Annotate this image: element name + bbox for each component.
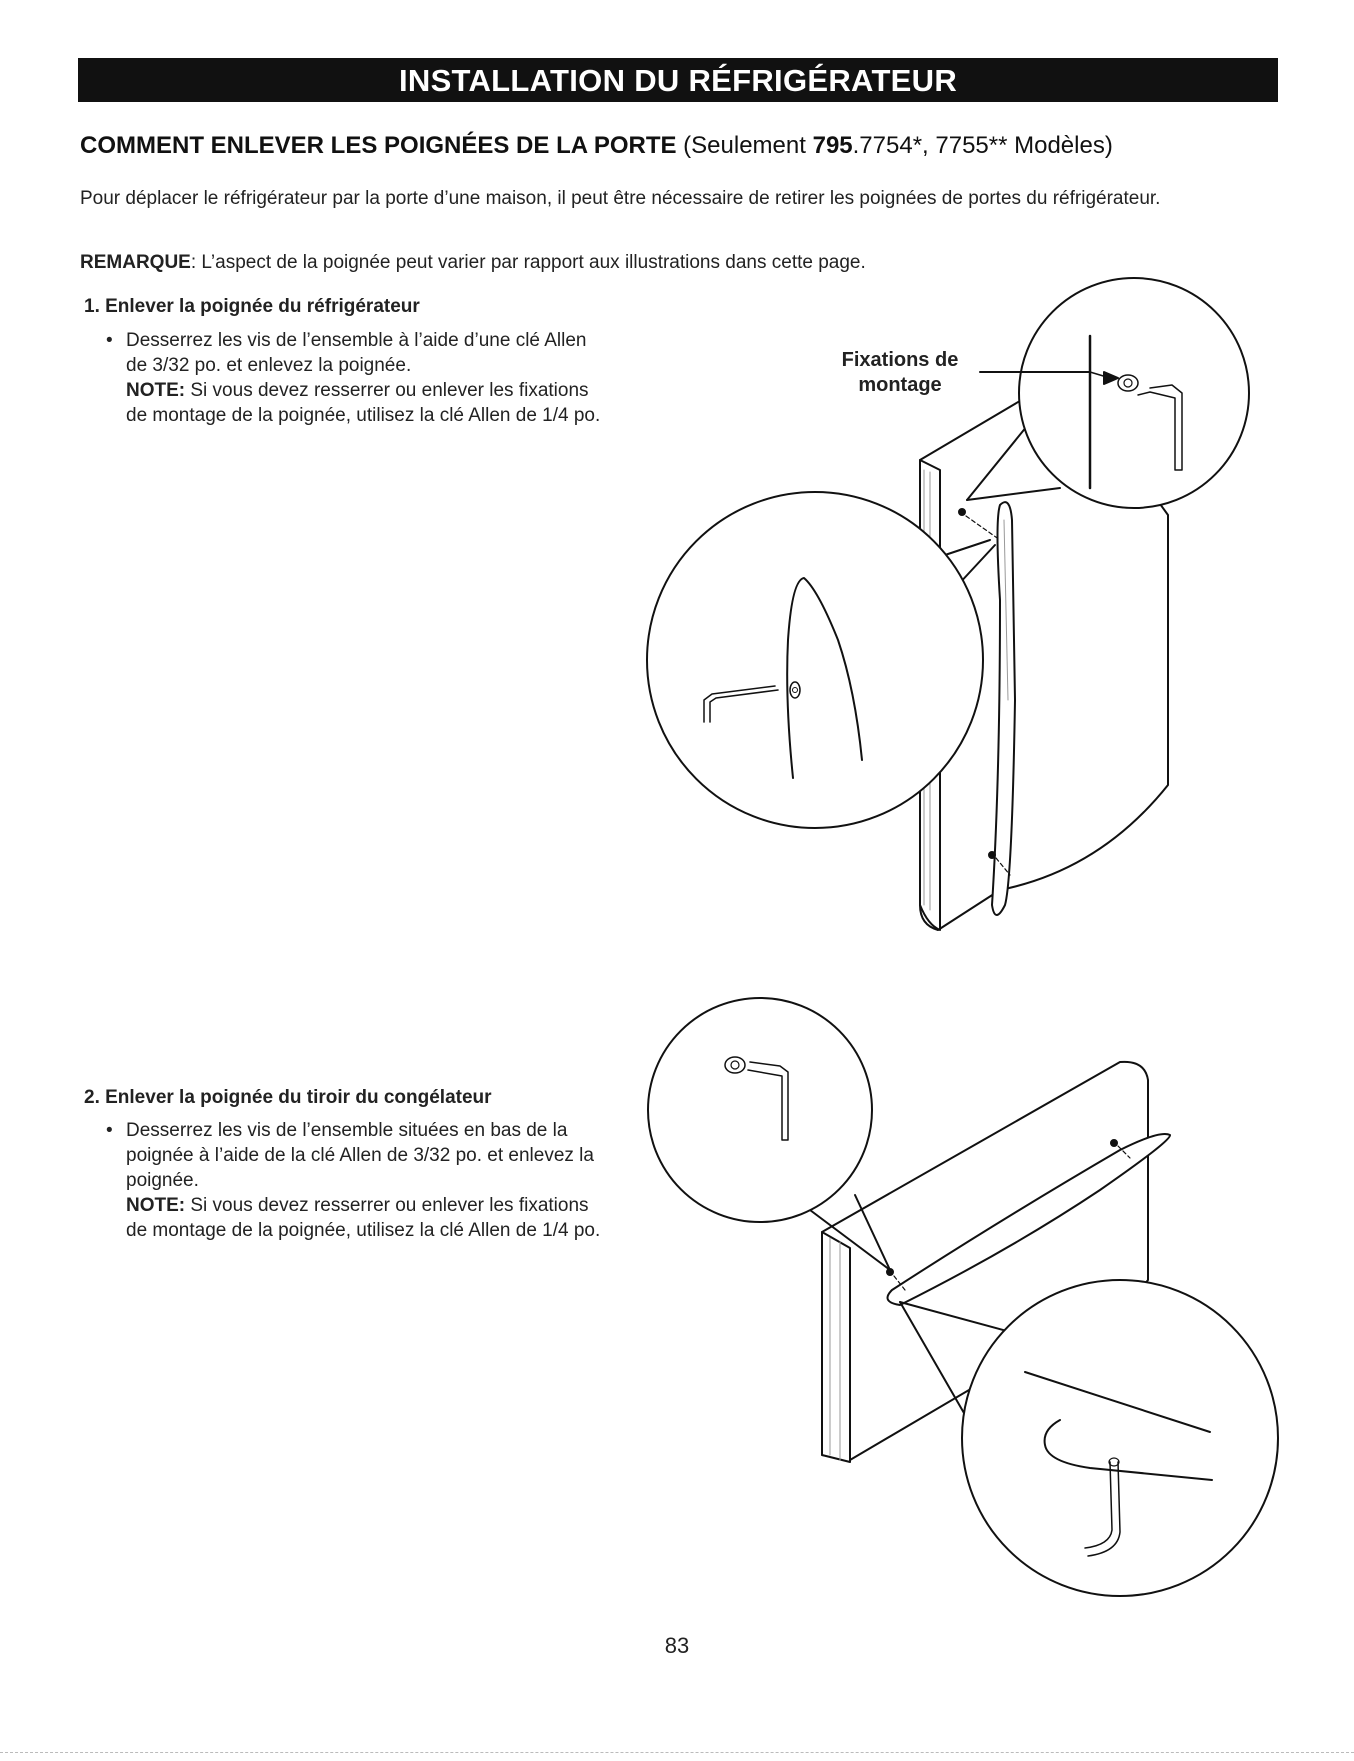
heading-model: 795 (812, 132, 853, 159)
bullet-icon: • (106, 1120, 113, 1141)
bottom-divider (0, 1752, 1354, 1753)
step-1-bullet-text: Desserrez les vis de l’ensemble à l’aide d’une clé Allen de 3/32 po. et enlevez la poignée. (126, 330, 587, 376)
mounting-fixtures-label (820, 348, 980, 398)
heading-paren: (Seulement (676, 132, 813, 159)
step-2-note-label: NOTE: (126, 1195, 186, 1216)
remark-text: : L’aspect de la poignée peut varier par rapport aux illustrations dans cette page. (190, 252, 866, 273)
page-number: 83 (664, 1633, 690, 1658)
step-1-note-text: Si vous devez resserrer ou enlever les fixations de montage de la poignée, utilisez la clé Allen de 1/4 po. (126, 380, 601, 426)
section-banner: INSTALLATION DU RÉFRIGÉRATEUR (78, 58, 1278, 102)
step-1-title: 1. Enlever la poignée du réfrigérateur (84, 296, 420, 317)
bullet-icon: • (106, 330, 113, 351)
step-2-note-text: Si vous devez resserrer ou enlever les fixations de montage de la poignée, utilisez la clé Allen de 1/4 po. (126, 1195, 601, 1241)
step-1-note-label: NOTE: (126, 380, 186, 401)
remark-label: REMARQUE (80, 252, 191, 273)
callout-line-1: Fixations de (841, 349, 959, 371)
heading-title: COMMENT ENLEVER LES POIGNÉES DE LA PORTE (80, 132, 677, 159)
step-2-title: 2. Enlever la poignée du tiroir du congélateur (84, 1087, 492, 1108)
step-2-bullet-text: Desserrez les vis de l’ensemble situées en bas de la poignée à l’aide de la clé Allen de 3/32 po. et enlevez la poignée. (126, 1120, 594, 1191)
intro-paragraph: Pour déplacer le réfrigérateur par la porte d’une maison, il peut être nécessaire de retirer les poignées de portes du réfrigérateur. (80, 188, 1161, 209)
callout-line-2: montage (858, 374, 942, 396)
heading-models: .7754*, 7755** Modèles) (852, 132, 1113, 159)
